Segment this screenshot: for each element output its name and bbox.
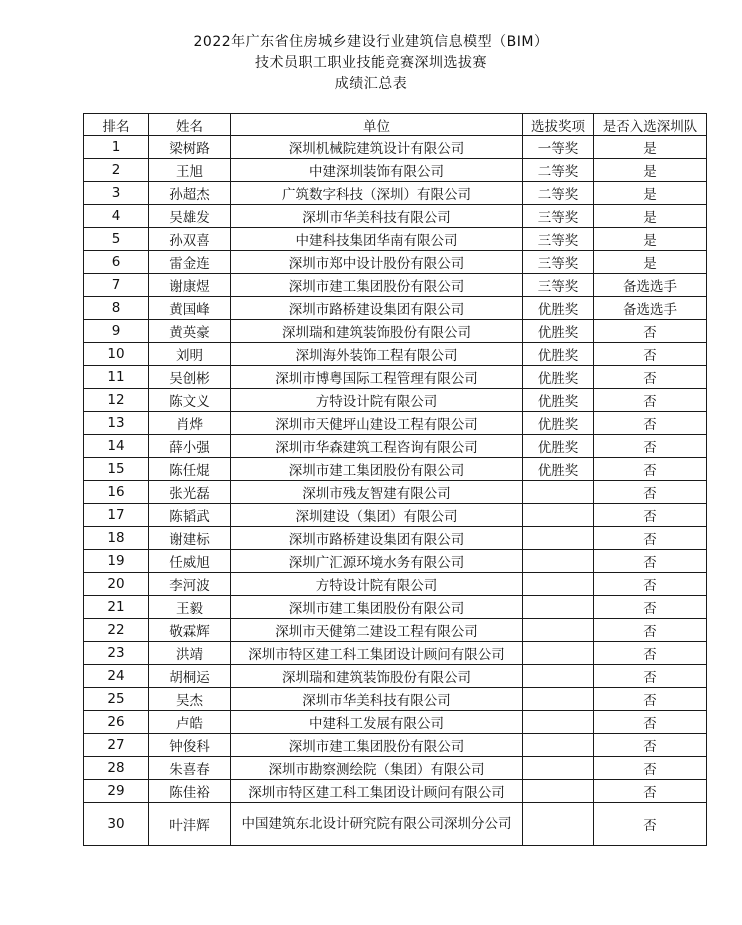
cell-name: 吴雄发 [149,205,231,228]
cell-rank: 3 [84,182,149,205]
cell-unit: 深圳市建工集团股份有限公司 [231,458,523,481]
cell-name: 吴创彬 [149,366,231,389]
cell-rank: 26 [84,711,149,734]
cell-unit: 中建科技集团华南有限公司 [231,228,523,251]
cell-rank: 12 [84,389,149,412]
cell-selected: 否 [594,412,707,435]
table-row [84,343,707,366]
cell-award: 三等奖 [523,205,594,228]
cell-name: 陈韬武 [149,504,231,527]
cell-unit: 广筑数字科技（深圳）有限公司 [231,182,523,205]
cell-unit: 深圳市建工集团股份有限公司 [231,734,523,757]
table-header-row [84,114,707,136]
cell-name: 叶沣辉 [149,803,231,846]
cell-unit: 方特设计院有限公司 [231,389,523,412]
cell-name: 孙超杰 [149,182,231,205]
cell-rank: 15 [84,458,149,481]
table-row [84,136,707,159]
cell-unit: 深圳市天健坪山建设工程有限公司 [231,412,523,435]
table-row [84,504,707,527]
cell-selected: 否 [594,389,707,412]
table-row [84,550,707,573]
cell-selected: 否 [594,688,707,711]
header-rank: 排名 [84,114,149,136]
cell-rank: 17 [84,504,149,527]
cell-selected: 否 [594,734,707,757]
table-row [84,619,707,642]
cell-award [523,550,594,573]
title-line-3: 成绩汇总表 [334,76,408,92]
cell-award [523,481,594,504]
table-row [84,734,707,757]
results-table [83,113,707,846]
cell-award: 优胜奖 [523,343,594,366]
cell-unit: 深圳市特区建工科工集团设计顾问有限公司 [231,780,523,803]
cell-name: 钟俊科 [149,734,231,757]
cell-unit: 深圳市华森建筑工程咨询有限公司 [231,435,523,458]
cell-name: 吴杰 [149,688,231,711]
cell-award: 优胜奖 [523,389,594,412]
table-body [84,136,707,846]
cell-selected: 否 [594,481,707,504]
cell-name: 敬霖辉 [149,619,231,642]
cell-award [523,780,594,803]
cell-unit: 深圳市天健第二建设工程有限公司 [231,619,523,642]
cell-selected: 否 [594,527,707,550]
cell-award [523,504,594,527]
cell-rank: 13 [84,412,149,435]
cell-award: 三等奖 [523,251,594,274]
cell-selected: 否 [594,366,707,389]
cell-name: 胡桐运 [149,665,231,688]
cell-award: 二等奖 [523,159,594,182]
cell-rank: 19 [84,550,149,573]
table-row [84,205,707,228]
cell-unit: 深圳瑞和建筑装饰股份有限公司 [231,320,523,343]
cell-name: 陈佳裕 [149,780,231,803]
cell-name: 肖烨 [149,412,231,435]
cell-selected: 是 [594,205,707,228]
cell-rank: 24 [84,665,149,688]
cell-name: 陈文义 [149,389,231,412]
table-row [84,573,707,596]
cell-unit: 深圳市建工集团股份有限公司 [231,596,523,619]
cell-name: 谢康煜 [149,274,231,297]
cell-unit: 深圳市路桥建设集团有限公司 [231,297,523,320]
cell-rank: 25 [84,688,149,711]
cell-rank: 1 [84,136,149,159]
cell-name: 刘明 [149,343,231,366]
table-row [84,228,707,251]
cell-selected: 否 [594,573,707,596]
cell-award: 三等奖 [523,228,594,251]
document-title [0,32,742,95]
table-row [84,182,707,205]
cell-selected: 否 [594,343,707,366]
table-row [84,688,707,711]
cell-award: 二等奖 [523,182,594,205]
cell-selected: 否 [594,550,707,573]
cell-rank: 5 [84,228,149,251]
cell-award [523,596,594,619]
cell-unit: 深圳市勘察测绘院（集团）有限公司 [231,757,523,780]
cell-name: 朱喜春 [149,757,231,780]
cell-selected: 否 [594,320,707,343]
cell-name: 雷金连 [149,251,231,274]
table-row [84,596,707,619]
table-row [84,665,707,688]
cell-name: 张光磊 [149,481,231,504]
cell-award [523,527,594,550]
cell-name: 卢皓 [149,711,231,734]
cell-rank: 6 [84,251,149,274]
table-row [84,251,707,274]
cell-rank: 11 [84,366,149,389]
table-row [84,711,707,734]
cell-selected: 否 [594,642,707,665]
cell-unit: 中建深圳装饰有限公司 [231,159,523,182]
table-row [84,642,707,665]
cell-selected: 是 [594,136,707,159]
cell-selected: 备选选手 [594,274,707,297]
cell-award [523,803,594,846]
cell-award: 优胜奖 [523,435,594,458]
cell-rank: 21 [84,596,149,619]
table-row [84,780,707,803]
cell-rank: 28 [84,757,149,780]
cell-unit: 深圳海外装饰工程有限公司 [231,343,523,366]
cell-name: 陈任焜 [149,458,231,481]
table-row [84,389,707,412]
cell-award [523,665,594,688]
cell-selected: 否 [594,435,707,458]
header-unit: 单位 [231,114,523,136]
cell-award [523,573,594,596]
cell-name: 薛小强 [149,435,231,458]
cell-rank: 23 [84,642,149,665]
cell-unit: 深圳建设（集团）有限公司 [231,504,523,527]
cell-unit: 深圳市特区建工科工集团设计顾问有限公司 [231,642,523,665]
cell-unit: 深圳市华美科技有限公司 [231,205,523,228]
table-row [84,159,707,182]
cell-unit: 深圳瑞和建筑装饰股份有限公司 [231,665,523,688]
cell-unit: 深圳市华美科技有限公司 [231,688,523,711]
title-line-1: 2022年广东省住房城乡建设行业建筑信息模型（BIM） [193,34,549,50]
cell-rank: 29 [84,780,149,803]
header-award: 选拔奖项 [523,114,594,136]
cell-unit: 深圳市博粤国际工程管理有限公司 [231,366,523,389]
cell-award [523,757,594,780]
cell-unit: 深圳市路桥建设集团有限公司 [231,527,523,550]
table-row [84,435,707,458]
cell-selected: 是 [594,159,707,182]
cell-selected: 是 [594,182,707,205]
cell-rank: 9 [84,320,149,343]
cell-rank: 16 [84,481,149,504]
cell-selected: 否 [594,619,707,642]
cell-rank: 22 [84,619,149,642]
cell-award [523,619,594,642]
cell-unit: 中建科工发展有限公司 [231,711,523,734]
cell-award: 优胜奖 [523,412,594,435]
cell-award: 优胜奖 [523,366,594,389]
cell-name: 王毅 [149,596,231,619]
cell-name: 黄国峰 [149,297,231,320]
cell-selected: 否 [594,665,707,688]
cell-award: 三等奖 [523,274,594,297]
cell-selected: 否 [594,504,707,527]
cell-unit: 深圳机械院建筑设计有限公司 [231,136,523,159]
table-row [84,481,707,504]
cell-name: 李河波 [149,573,231,596]
table-row [84,527,707,550]
cell-selected: 是 [594,251,707,274]
cell-award: 优胜奖 [523,458,594,481]
header-selected: 是否入选深圳队 [594,114,707,136]
cell-name: 梁树路 [149,136,231,159]
cell-rank: 2 [84,159,149,182]
table-row [84,458,707,481]
table-row [84,757,707,780]
title-line-2: 技术员职工职业技能竞赛深圳选拔赛 [255,55,487,71]
cell-selected: 否 [594,711,707,734]
cell-rank: 30 [84,803,149,846]
cell-award [523,711,594,734]
cell-selected: 否 [594,803,707,846]
cell-unit: 中国建筑东北设计研究院有限公司深圳分公司 [231,803,523,846]
cell-rank: 18 [84,527,149,550]
header-name: 姓名 [149,114,231,136]
table-row [84,297,707,320]
cell-name: 王旭 [149,159,231,182]
cell-award: 优胜奖 [523,320,594,343]
table-row [84,320,707,343]
cell-rank: 27 [84,734,149,757]
cell-unit: 深圳广汇源环境水务有限公司 [231,550,523,573]
cell-selected: 否 [594,757,707,780]
cell-name: 洪靖 [149,642,231,665]
cell-unit: 深圳市郑中设计股份有限公司 [231,251,523,274]
cell-selected: 否 [594,458,707,481]
cell-unit: 深圳市残友智建有限公司 [231,481,523,504]
table-row [84,803,707,846]
cell-rank: 4 [84,205,149,228]
cell-award [523,734,594,757]
cell-unit: 方特设计院有限公司 [231,573,523,596]
cell-name: 任威旭 [149,550,231,573]
cell-name: 谢建标 [149,527,231,550]
cell-rank: 10 [84,343,149,366]
cell-rank: 14 [84,435,149,458]
cell-rank: 20 [84,573,149,596]
cell-name: 黄英豪 [149,320,231,343]
cell-unit: 深圳市建工集团股份有限公司 [231,274,523,297]
cell-selected: 否 [594,596,707,619]
cell-selected: 备选选手 [594,297,707,320]
cell-award [523,642,594,665]
cell-rank: 7 [84,274,149,297]
cell-rank: 8 [84,297,149,320]
table-row [84,412,707,435]
cell-selected: 是 [594,228,707,251]
cell-award: 一等奖 [523,136,594,159]
table-row [84,274,707,297]
cell-selected: 否 [594,780,707,803]
cell-award [523,688,594,711]
cell-award: 优胜奖 [523,297,594,320]
cell-name: 孙双喜 [149,228,231,251]
table-row [84,366,707,389]
